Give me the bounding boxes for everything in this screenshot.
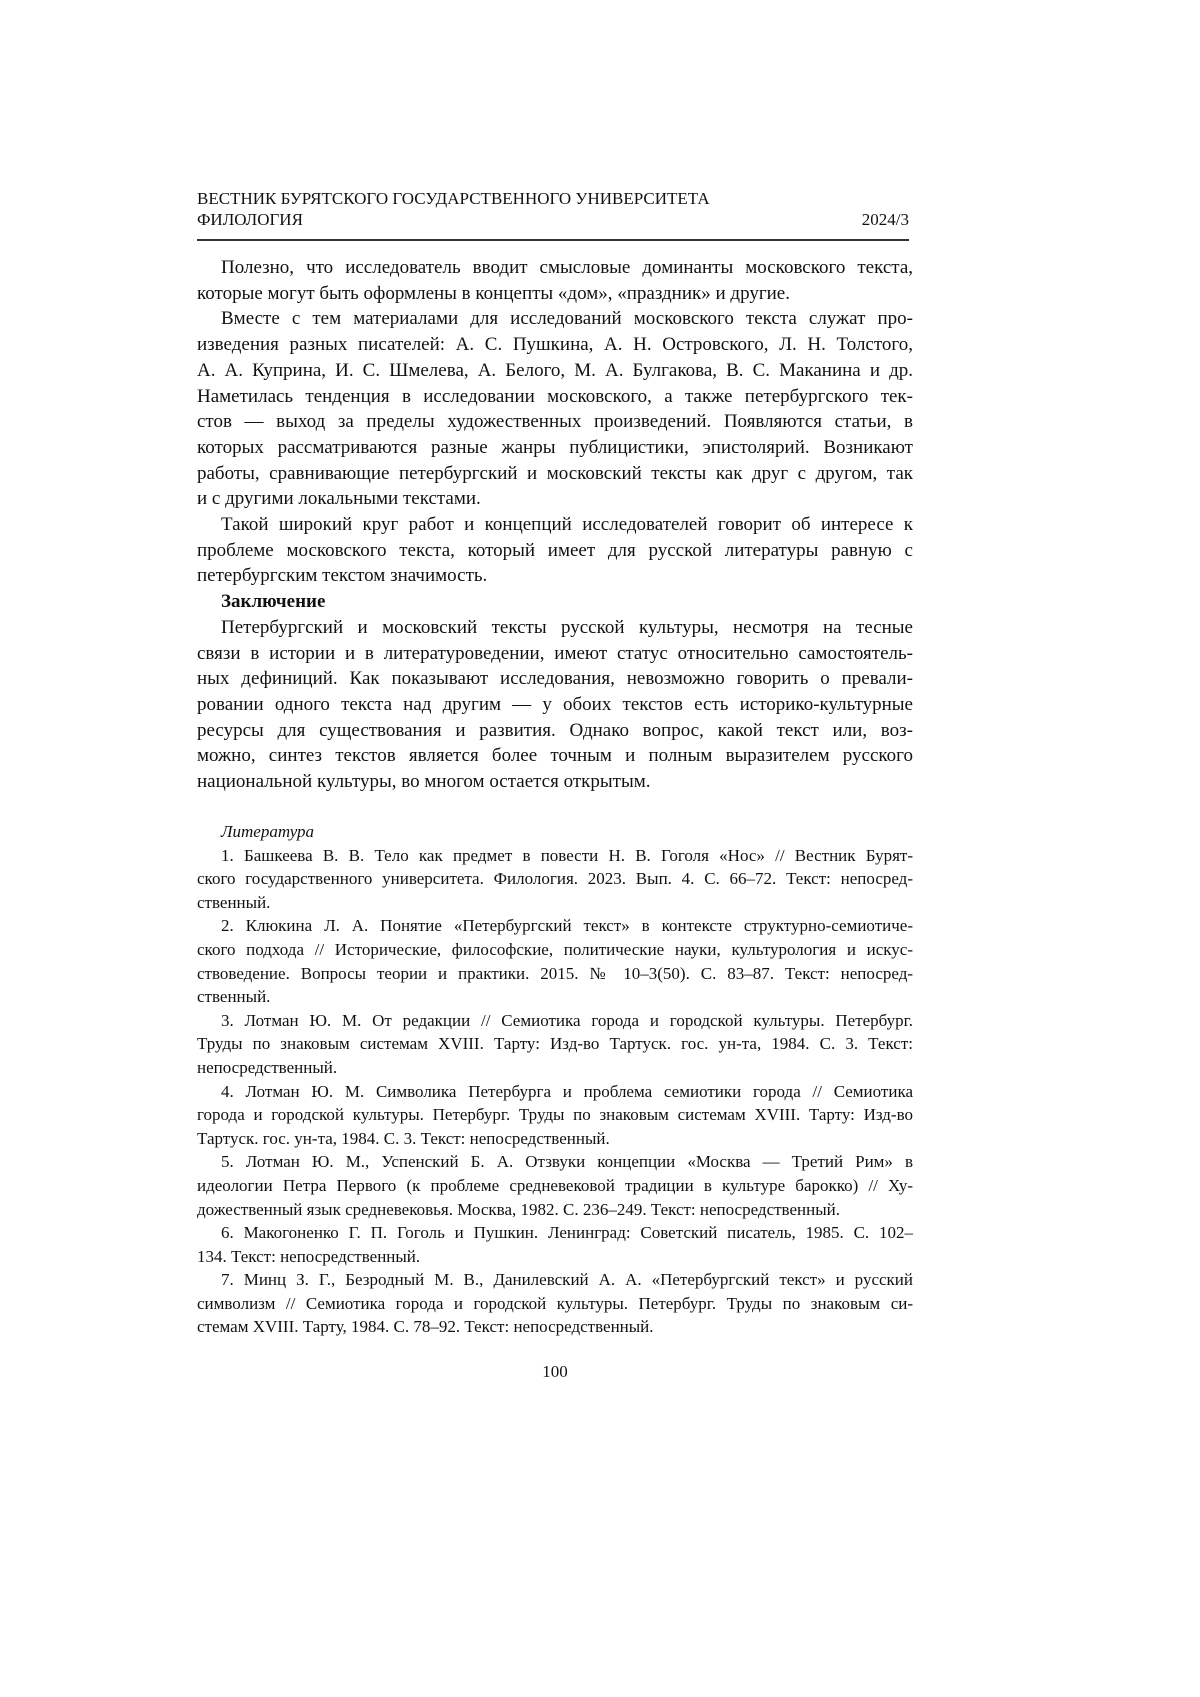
text-line: петербургским текстом значимость. — [197, 563, 913, 589]
paragraph — [197, 615, 913, 795]
text-line: Заключение — [197, 589, 913, 615]
references-section — [197, 820, 913, 1339]
text-line: идеологии Петра Первого (к проблеме средневековой традиции в культуре барокко) // Ху- — [197, 1174, 913, 1198]
text-line: Петербургский и московский тексты русской культуры, несмотря на тесные — [197, 615, 913, 641]
reference-item — [197, 1268, 913, 1339]
text-line: ровании одного текста над другим — у обоих текстов есть историко-культурные — [197, 692, 913, 718]
paragraph — [197, 306, 913, 512]
reference-item — [197, 1221, 913, 1268]
text-line: ского подхода // Исторические, философские, политические науки, культурология и искус- — [197, 938, 913, 962]
text-line: 134. Текст: непосредственный. — [197, 1245, 913, 1269]
text-line: города и городской культуры. Петербург. Труды по знаковым системам XVIII. Тарту: Изд-во — [197, 1103, 913, 1127]
reference-item — [197, 1009, 913, 1080]
text-line: ных дефиниций. Как показывают исследования, невозможно говорить о превали- — [197, 666, 913, 692]
issue-number: 2024/3 — [862, 209, 909, 230]
reference-item — [197, 1150, 913, 1221]
text-line: 6. Макогоненко Г. П. Гоголь и Пушкин. Ленинград: Советский писатель, 1985. С. 102– — [197, 1221, 913, 1245]
text-line: 2. Клюкина Л. А. Понятие «Петербургский текст» в контексте структурно-семиотиче- — [197, 914, 913, 938]
header-rule — [197, 239, 909, 241]
text-line: 3. Лотман Ю. М. От редакции // Семиотика города и городской культуры. Петербург. — [197, 1009, 913, 1033]
section-title: ФИЛОЛОГИЯ — [197, 209, 303, 230]
text-line: Вместе с тем материалами для исследований московского текста служат про- — [197, 306, 913, 332]
text-line: проблеме московского текста, который имеет для русской литературы равную с — [197, 538, 913, 564]
section-heading — [197, 589, 913, 615]
text-line: работы, сравнивающие петербургский и московский тексты как друг с другом, так — [197, 461, 913, 487]
text-line: ствоведение. Вопросы теории и практики. 2015. № 10–3(50). С. 83–87. Текст: непосред- — [197, 962, 913, 986]
running-header — [197, 188, 909, 230]
text-line: 4. Лотман Ю. М. Символика Петербурга и проблема семиотики города // Семиотика — [197, 1080, 913, 1104]
text-line: ресурсы для существования и развития. Однако вопрос, какой текст или, воз- — [197, 718, 913, 744]
text-line: национальной культуры, во многом остается открытым. — [197, 769, 913, 795]
text-line: 7. Минц З. Г., Безродный М. В., Данилевский А. А. «Петербургский текст» и русский — [197, 1268, 913, 1292]
text-line: 1. Башкеева В. В. Тело как предмет в повести Н. В. Гоголя «Нос» // Вестник Бурят- — [197, 844, 913, 868]
text-line: Полезно, что исследователь вводит смысловые доминанты московского текста, — [197, 255, 913, 281]
references-heading: Литература — [197, 820, 913, 844]
paragraph — [197, 512, 913, 589]
text-line: Такой широкий круг работ и концепций исследователей говорит об интересе к — [197, 512, 913, 538]
text-line: непосредственный. — [197, 1056, 913, 1080]
text-line: ственный. — [197, 891, 913, 915]
text-line: изведения разных писателей: А. С. Пушкина, А. Н. Островского, Л. Н. Толстого, — [197, 332, 913, 358]
reference-item — [197, 844, 913, 915]
text-line: можно, синтез текстов является более точным и полным выразителем русского — [197, 743, 913, 769]
journal-title: ВЕСТНИК БУРЯТСКОГО ГОСУДАРСТВЕННОГО УНИВЕРСИТЕТА — [197, 188, 909, 209]
text-line: стов — выход за пределы художественных произведений. Появляются статьи, в — [197, 409, 913, 435]
text-line: стемам XVIII. Тарту, 1984. С. 78–92. Текст: непосредственный. — [197, 1315, 913, 1339]
text-line: А. А. Куприна, И. С. Шмелева, А. Белого, М. А. Булгакова, В. С. Маканина и др. — [197, 358, 913, 384]
text-line: Труды по знаковым системам XVIII. Тарту: Изд-во Тартуск. гос. ун-та, 1984. С. 3. Текст: — [197, 1032, 913, 1056]
text-line: связи в истории и в литературоведении, имеют статус относительно самостоятель- — [197, 641, 913, 667]
text-line: и с другими локальными текстами. — [197, 486, 913, 512]
text-line: Наметилась тенденция в исследовании московского, а также петербургского тек- — [197, 384, 913, 410]
text-line: ственный. — [197, 985, 913, 1009]
page-number: 100 — [0, 1362, 1110, 1382]
text-line: которые могут быть оформлены в концепты «дом», «праздник» и другие. — [197, 281, 913, 307]
reference-item — [197, 1080, 913, 1151]
article-body — [197, 255, 913, 795]
reference-item — [197, 914, 913, 1008]
text-line: ского государственного университета. Филология. 2023. Вып. 4. С. 66–72. Текст: непосред- — [197, 867, 913, 891]
text-line: символизм // Семиотика города и городской культуры. Петербург. Труды по знаковым си- — [197, 1292, 913, 1316]
paragraph — [197, 255, 913, 306]
text-line: Тартуск. гос. ун-та, 1984. С. 3. Текст: непосредственный. — [197, 1127, 913, 1151]
text-line: 5. Лотман Ю. М., Успенский Б. А. Отзвуки концепции «Москва — Третий Рим» в — [197, 1150, 913, 1174]
text-line: дожественный язык средневековья. Москва, 1982. С. 236–249. Текст: непосредственный. — [197, 1198, 913, 1222]
text-line: которых рассматриваются разные жанры публицистики, эпистолярий. Возникают — [197, 435, 913, 461]
